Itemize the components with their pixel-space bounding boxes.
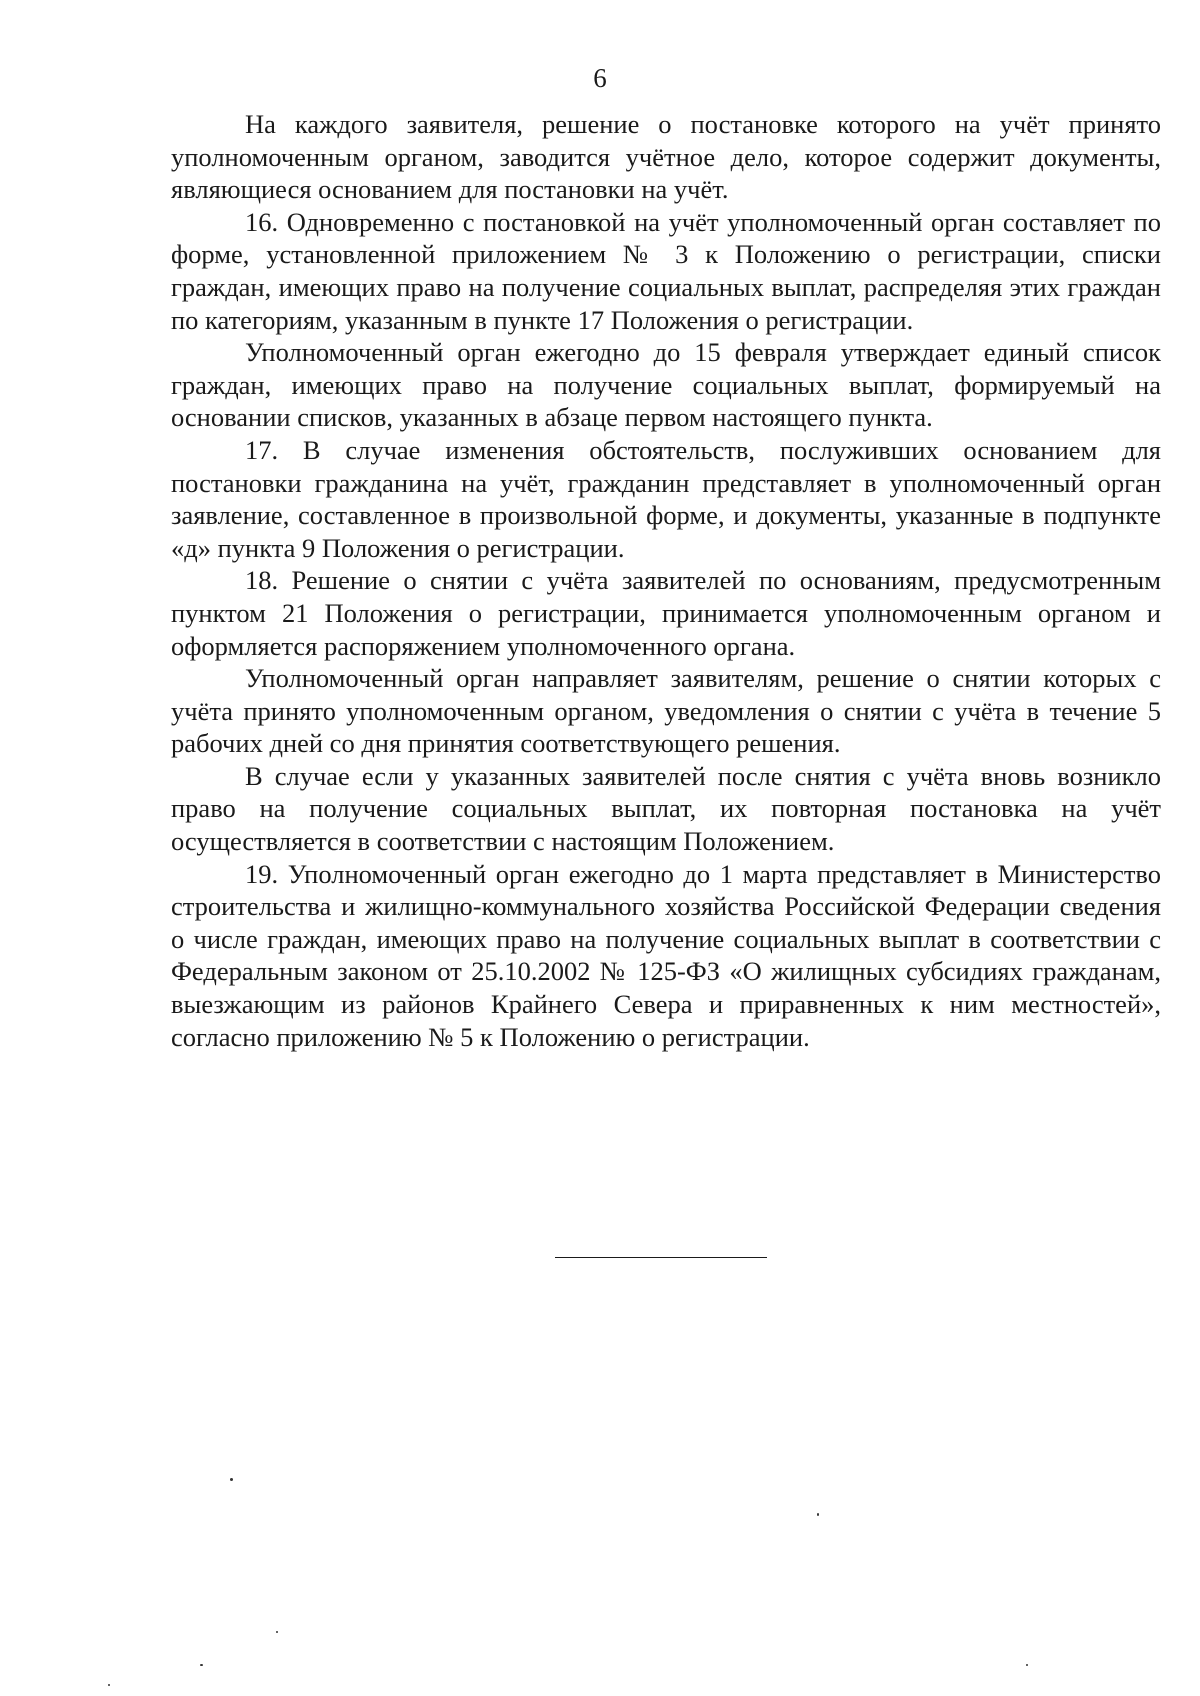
paragraph-item-16: 16. Одновременно с постановкой на учёт уполномоченный орган составляет по форме, установленной приложением № 3 к Положению о регистрации, списки граждан, имеющих право на получение социальных выплат, распределяя этих граждан по категориям, указанным в пункте 17 Положения о регистрации. (171, 206, 1161, 335)
scan-speck (108, 1684, 110, 1686)
scan-speck (1026, 1664, 1028, 1666)
paragraph-unified-list: Уполномоченный орган ежегодно до 15 февраля утверждает единый список граждан, имеющих право на получение социальных выплат, формируемый на основании списков, указанных в абзаце первом настоящего пункта. (171, 337, 1161, 433)
scan-speck (276, 1631, 278, 1633)
scan-speck (200, 1664, 203, 1666)
scan-speck (817, 1513, 819, 1516)
paragraph-item-19: 19. Уполномоченный орган ежегодно до 1 марта представляет в Министерство строительства и жилищно-коммунального хозяйства Российской Федерации сведения о числе граждан, имеющих право на получение социальных выплат в соответствии с Федеральным законом от 25.10.2002 № 125-ФЗ «О жилищных субсидиях гражданам, выезжающим из районов Крайнего Севера и приравненных к ним местностей», согласно приложению № 5 к Положению о регистрации. (171, 858, 1161, 1052)
paragraph-item-17: 17. В случае изменения обстоятельств, послуживших основанием для постановки гражданина на учёт, гражданин представляет в уполномоченный орган заявление, составленное в произвольной форме, и документы, указанные в подпункте «д» пункта 9 Положения о регистрации. (171, 434, 1161, 563)
document-body (171, 108, 1161, 1053)
paragraph-notification: Уполномоченный орган направляет заявителям, решение о снятии которых с учёта принято уполномоченным органом, уведомления о снятии с учёта в течение 5 рабочих дней со дня принятия соответствующего решения. (171, 663, 1161, 759)
paragraph-case-file: На каждого заявителя, решение о постановке которого на учёт принято уполномоченным органом, заводится учётное дело, которое содержит документы, являющиеся основанием для постановки на учёт. (171, 109, 1161, 205)
scan-speck (230, 1478, 233, 1481)
closing-divider (555, 1257, 767, 1258)
paragraph-re-registration: В случае если у указанных заявителей после снятия с учёта вновь возникло право на получение социальных выплат, их повторная постановка на учёт осуществляется в соответствии с настоящим Положением. (171, 760, 1161, 857)
page-number: 6 (593, 63, 607, 93)
paragraph-item-18: 18. Решение о снятии с учёта заявителей по основаниям, предусмотренным пунктом 21 Положения о регистрации, принимается уполномоченным органом и оформляется распоряжением уполномоченного органа. (171, 565, 1161, 661)
